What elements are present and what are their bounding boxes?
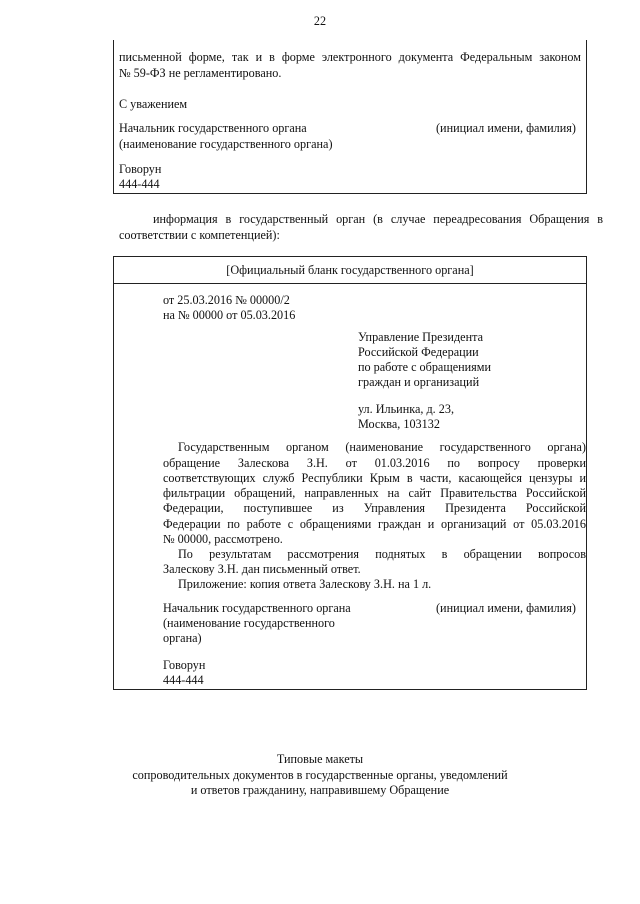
letter2-address-line: Москва, 103132 [358, 417, 440, 431]
letter1-text-line: № 59-ФЗ не регламентировано. [119, 66, 282, 80]
letter2-body-line: Государственным органом (наименование государственного органа) [178, 440, 586, 454]
letter2-addressee-line: Управление Президента [358, 330, 483, 344]
letter2-signer-org: органа) [163, 631, 202, 645]
letter2-executor-phone: 444-444 [163, 673, 204, 687]
letter1-signer-title: Начальник государственного органа [119, 121, 307, 135]
letter2-signer-title: Начальник государственного органа [163, 601, 351, 615]
letter2-signer-initials: (инициал имени, фамилия) [436, 601, 576, 615]
letter1-text-line: письменной форме, так и в форме электронного документа Федеральным законом [119, 50, 581, 64]
section-title-line: сопроводительных документов в государственные органы, уведомлений [132, 768, 508, 782]
letter2-body-line: фильтрации обращений, направленных на сайт Правительства Российской [163, 486, 586, 500]
letter2-addressee-line: Российской Федерации [358, 345, 479, 359]
page-number: 22 [313, 14, 327, 28]
letter2-body-line: соответствующих служб Республики Крым в части, касающейся цензуры и [163, 471, 586, 485]
letter1-signer-initials: (инициал имени, фамилия) [436, 121, 576, 135]
intro-line: соответствии с компетенцией): [119, 228, 280, 242]
letter2-body-line: обращение Залескова З.Н. от 01.03.2016 по вопросу проверки [163, 456, 586, 470]
letter2-body-line: Федерации по работе с обращениями граждан и организаций от 05.03.2016 [163, 517, 586, 531]
letter1-regards: С уважением [119, 97, 188, 111]
letter2-addressee-line: граждан и организаций [358, 375, 480, 389]
letter2-address-line: ул. Ильинка, д. 23, [358, 402, 454, 416]
letter2-executor-name: Говорун [163, 658, 206, 672]
section-title-line: Типовые макеты [276, 752, 364, 766]
letter2-ref: на № 00000 от 05.03.2016 [163, 308, 296, 322]
letter1-executor-phone: 444-444 [119, 177, 160, 191]
letter2-attachment: Приложение: копия ответа Залескову З.Н. на 1 л. [178, 577, 432, 591]
letter2-signer-org: (наименование государственного [163, 616, 335, 630]
letter2-body-line: Федерации, поступившее из Управления Президента Российской [163, 501, 586, 515]
letter2-result-line: По результатам рассмотрения поднятых в обращении вопросов [178, 547, 586, 561]
letter1-executor-name: Говорун [119, 162, 162, 176]
letter2-result-line: Залескову З.Н. дан письменный ответ. [163, 562, 361, 576]
letter2-date: от 25.03.2016 № 00000/2 [163, 293, 290, 307]
letter2-body-line: № 00000, рассмотрено. [163, 532, 283, 546]
intro-line: информация в государственный орган (в случае переадресования Обращения в [153, 212, 603, 226]
letter1-signer-org: (наименование государственного органа) [119, 137, 333, 151]
section-title-line: и ответов гражданину, направившему Обращение [190, 783, 450, 797]
letter2-header: [Официальный бланк государственного органа] [226, 263, 474, 277]
letter2-addressee-line: по работе с обращениями [358, 360, 492, 374]
